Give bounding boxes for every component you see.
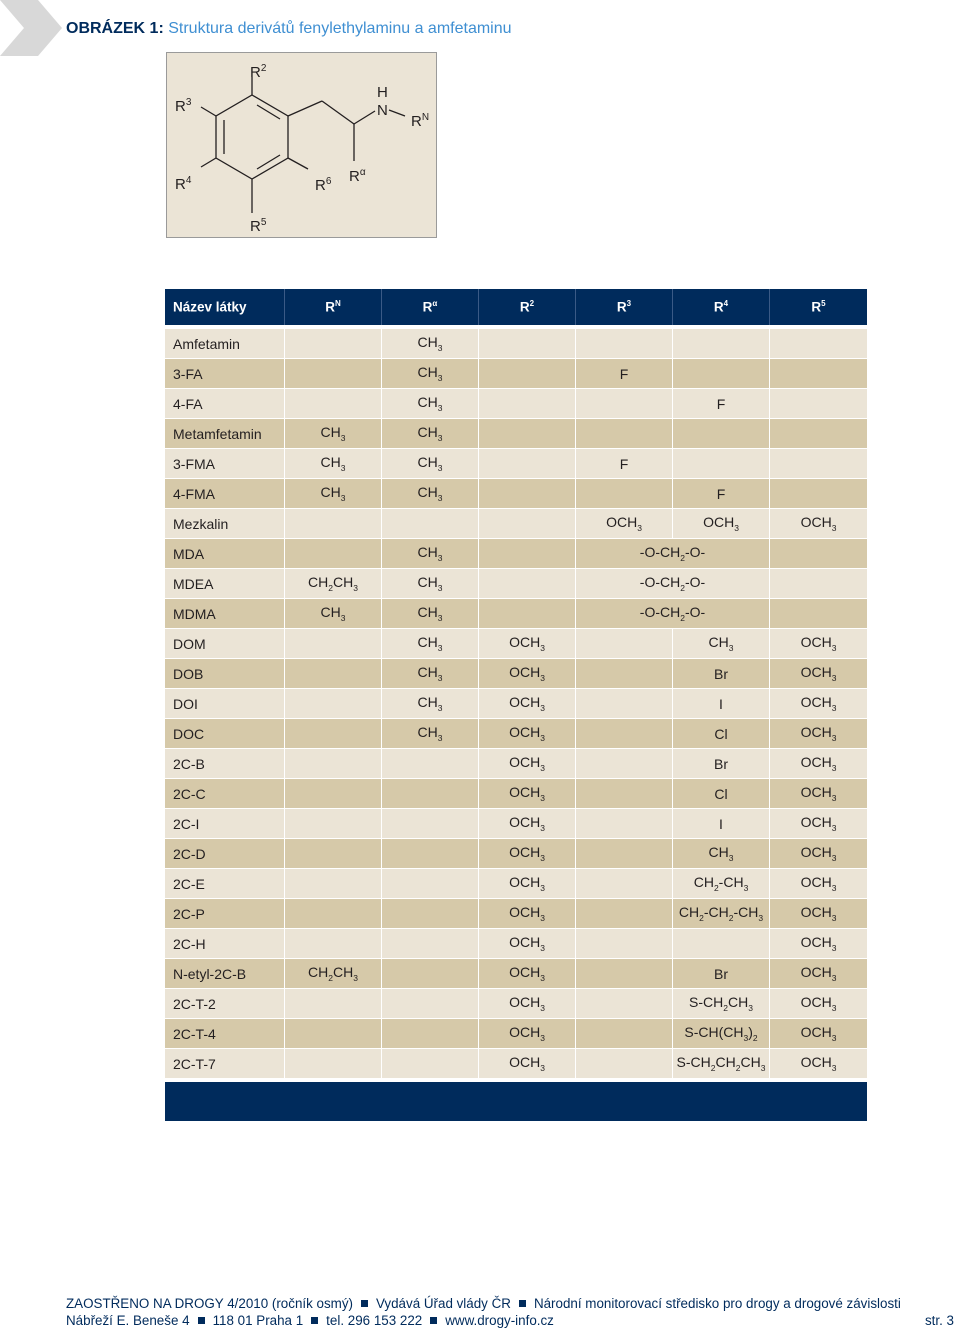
substituent-cell — [770, 449, 867, 479]
chemical-structure — [166, 52, 437, 238]
substance-name: 2C-C — [165, 779, 285, 809]
substituent-cell: $OCH_3$ — [770, 509, 867, 539]
table-row — [165, 989, 867, 1019]
substituent-cell — [382, 899, 479, 929]
substituent-cell: $OCH_3$ — [479, 839, 576, 869]
column-header: $R^4$ — [673, 289, 770, 325]
table-row — [165, 419, 867, 449]
substituent-cell: Br — [673, 659, 770, 689]
label-r6: $R^6$ — [315, 176, 332, 194]
substituent-cell — [382, 869, 479, 899]
substituent-cell — [382, 779, 479, 809]
label-n: N — [377, 102, 388, 119]
substituent-table-panel — [165, 289, 867, 1121]
substituent-cell — [285, 929, 382, 959]
table-row — [165, 329, 867, 359]
header-arrow-icon — [0, 0, 62, 56]
substituent-cell — [576, 809, 673, 839]
footer-publisher: Vydává Úřad vlády ČR — [375, 1296, 511, 1311]
substituent-cell: $OCH_3$ — [770, 659, 867, 689]
substituent-cell: $-O-CH_2-O-$ — [576, 569, 770, 599]
substituent-cell — [285, 389, 382, 419]
substituent-cell: $CH_3$ — [382, 539, 479, 569]
substituent-cell: $CH_3$ — [382, 599, 479, 629]
substituent-cell: $OCH_3$ — [770, 629, 867, 659]
label-r4: $R^4$ — [175, 175, 192, 193]
substituent-cell — [576, 779, 673, 809]
substituent-cell — [285, 659, 382, 689]
substituent-cell: $OCH_3$ — [770, 779, 867, 809]
substituent-cell — [576, 869, 673, 899]
substituent-cell: I — [673, 809, 770, 839]
table-row — [165, 719, 867, 749]
substituent-cell — [285, 779, 382, 809]
footer-separator-icon — [361, 1300, 368, 1307]
substituent-cell — [576, 839, 673, 869]
figure-title — [66, 20, 512, 38]
substituent-cell: $OCH_3$ — [770, 959, 867, 989]
substituent-cell: $CH_3$ — [382, 629, 479, 659]
substituent-cell — [382, 1049, 479, 1082]
substituent-cell — [285, 359, 382, 389]
substituent-cell: $CH_3$ — [285, 449, 382, 479]
substituent-cell — [770, 479, 867, 509]
substituent-cell — [382, 989, 479, 1019]
column-header: $R^2$ — [479, 289, 576, 325]
substituent-cell — [479, 479, 576, 509]
substituent-cell: $S-CH_2CH_2CH_3$ — [673, 1049, 770, 1082]
substituent-cell — [770, 419, 867, 449]
substituent-cell — [576, 1019, 673, 1049]
substance-name: N-etyl-2C-B — [165, 959, 285, 989]
substituent-cell: $CH_3$ — [382, 689, 479, 719]
substituent-cell: $OCH_3$ — [479, 779, 576, 809]
substituent-cell — [479, 389, 576, 419]
substituent-cell: $OCH_3$ — [479, 929, 576, 959]
substituent-cell — [479, 539, 576, 569]
substituent-cell — [382, 959, 479, 989]
substituent-cell — [479, 569, 576, 599]
substituent-cell: $CH_3$ — [285, 479, 382, 509]
substituent-cell: $CH_3$ — [382, 449, 479, 479]
substance-name: MDEA — [165, 569, 285, 599]
substituent-cell — [285, 629, 382, 659]
substituent-cell — [576, 329, 673, 359]
substituent-cell: $S-CH_2CH_3$ — [673, 989, 770, 1019]
substituent-cell — [479, 449, 576, 479]
column-header: $R^5$ — [811, 299, 826, 315]
substituent-cell — [285, 839, 382, 869]
substance-name: MDMA — [165, 599, 285, 629]
table-row — [165, 599, 867, 629]
substituent-cell — [285, 689, 382, 719]
substituent-cell: I — [673, 689, 770, 719]
substance-name: 2C-B — [165, 749, 285, 779]
page-footer — [66, 1296, 956, 1328]
substituent-cell — [576, 1049, 673, 1082]
substituent-cell: $OCH_3$ — [576, 509, 673, 539]
substituent-table — [165, 289, 867, 1082]
substituent-cell: $OCH_3$ — [770, 1049, 867, 1082]
substance-name: 2C-T-2 — [165, 989, 285, 1019]
footer-street: Nábřeží E. Beneše 4 — [66, 1313, 190, 1328]
substituent-cell — [576, 659, 673, 689]
table-row — [165, 359, 867, 389]
substituent-cell — [673, 929, 770, 959]
substituent-cell — [285, 749, 382, 779]
table-row — [165, 929, 867, 959]
substituent-cell: F — [673, 479, 770, 509]
substituent-cell — [673, 449, 770, 479]
substituent-cell — [285, 719, 382, 749]
table-row — [165, 1019, 867, 1049]
substance-name: 2C-E — [165, 869, 285, 899]
substituent-cell: $OCH_3$ — [770, 899, 867, 929]
label-r2: $R^2$ — [250, 63, 267, 81]
substituent-cell — [382, 749, 479, 779]
substituent-cell: $CH_2-CH_3$ — [673, 869, 770, 899]
substituent-cell — [285, 539, 382, 569]
substituent-cell: $OCH_3$ — [479, 809, 576, 839]
substituent-cell — [770, 359, 867, 389]
substituent-cell — [479, 359, 576, 389]
substituent-cell: $CH_3$ — [382, 479, 479, 509]
substituent-cell: $CH_2-CH_2-CH_3$ — [673, 899, 770, 929]
substance-name: 2C-P — [165, 899, 285, 929]
substituent-cell: $OCH_3$ — [770, 749, 867, 779]
substance-name: DOI — [165, 689, 285, 719]
substituent-cell: $CH_3$ — [285, 419, 382, 449]
substituent-cell: $CH_2CH_3$ — [285, 959, 382, 989]
table-row — [165, 629, 867, 659]
substituent-cell — [285, 329, 382, 359]
substituent-cell — [576, 389, 673, 419]
figure-caption: Struktura derivátů fenylethylaminu a amfetaminu — [168, 20, 512, 37]
substance-name: DOM — [165, 629, 285, 659]
substituent-cell: $OCH_3$ — [770, 869, 867, 899]
label-ralpha: $R^\alpha$ — [349, 167, 366, 185]
table-row — [165, 479, 867, 509]
table-row — [165, 539, 867, 569]
substituent-cell: $OCH_3$ — [770, 929, 867, 959]
substituent-cell — [382, 839, 479, 869]
substance-name: DOC — [165, 719, 285, 749]
table-row — [165, 659, 867, 689]
substituent-cell — [285, 809, 382, 839]
footer-city: 118 01 Praha 1 — [212, 1313, 304, 1328]
substance-name: Mezkalin — [165, 509, 285, 539]
footer-separator-icon — [519, 1300, 526, 1307]
substituent-cell: Br — [673, 749, 770, 779]
substance-name: 4-FMA — [165, 479, 285, 509]
substituent-cell: F — [576, 449, 673, 479]
substituent-cell: $OCH_3$ — [479, 749, 576, 779]
substituent-cell: $OCH_3$ — [479, 719, 576, 749]
substance-name: Metamfetamin — [165, 419, 285, 449]
column-header: $R^\alpha$ — [382, 289, 479, 325]
table-row — [165, 749, 867, 779]
substituent-cell: $CH_3$ — [382, 389, 479, 419]
substituent-cell: $CH_3$ — [673, 629, 770, 659]
substituent-cell: $OCH_3$ — [479, 989, 576, 1019]
substituent-cell: $CH_2CH_3$ — [285, 569, 382, 599]
substituent-cell: $CH_3$ — [382, 329, 479, 359]
substance-name: 2C-H — [165, 929, 285, 959]
figure-label: OBRÁZEK 1: — [66, 20, 164, 37]
substance-name: 2C-I — [165, 809, 285, 839]
substituent-cell — [576, 929, 673, 959]
table-row — [165, 689, 867, 719]
substituent-cell — [576, 719, 673, 749]
table-row — [165, 869, 867, 899]
substituent-cell: $CH_3$ — [382, 419, 479, 449]
footer-website[interactable]: www.drogy-info.cz — [445, 1313, 554, 1328]
substituent-cell: Br — [673, 959, 770, 989]
substituent-cell — [285, 1019, 382, 1049]
substituent-cell: $CH_3$ — [382, 659, 479, 689]
table-header-row — [165, 289, 867, 325]
table-row — [165, 389, 867, 419]
substituent-cell — [382, 809, 479, 839]
footer-publication: ZAOSTŘENO NA DROGY 4/2010 (ročník osmý) — [66, 1296, 353, 1311]
substituent-cell: $OCH_3$ — [479, 629, 576, 659]
substituent-cell — [770, 329, 867, 359]
substance-name: Amfetamin — [165, 329, 285, 359]
substituent-cell — [479, 509, 576, 539]
substance-name: MDA — [165, 539, 285, 569]
substituent-cell: $OCH_3$ — [479, 959, 576, 989]
label-r5: $R^5$ — [250, 217, 267, 235]
substituent-cell — [576, 989, 673, 1019]
substituent-cell — [576, 479, 673, 509]
substituent-cell: $OCH_3$ — [479, 1049, 576, 1082]
substituent-cell: $OCH_3$ — [479, 1019, 576, 1049]
column-header: Název látky — [165, 289, 285, 325]
column-header: $R^3$ — [576, 289, 673, 325]
substituent-cell: $OCH_3$ — [479, 899, 576, 929]
substance-name: 2C-D — [165, 839, 285, 869]
table-row — [165, 569, 867, 599]
substituent-cell: F — [673, 389, 770, 419]
label-r3: $R^3$ — [175, 97, 192, 115]
substituent-cell: $CH_3$ — [382, 719, 479, 749]
substance-name: DOB — [165, 659, 285, 689]
substituent-cell: $OCH_3$ — [770, 809, 867, 839]
table-row — [165, 839, 867, 869]
footer-phone: tel. 296 153 222 — [326, 1313, 423, 1328]
substance-name: 3-FA — [165, 359, 285, 389]
substituent-cell: $OCH_3$ — [673, 509, 770, 539]
substance-name: 2C-T-4 — [165, 1019, 285, 1049]
substituent-cell — [479, 419, 576, 449]
table-row — [165, 509, 867, 539]
footer-line-2 — [66, 1313, 956, 1328]
substance-name: 2C-T-7 — [165, 1049, 285, 1082]
substituent-cell — [770, 599, 867, 629]
label-rn: $R^N$ — [411, 112, 430, 130]
substituent-cell — [576, 629, 673, 659]
table-body — [165, 325, 867, 1082]
footer-institution: Národní monitorovací středisko pro drogy a drogové závislosti — [533, 1296, 901, 1311]
substance-name: 4-FA — [165, 389, 285, 419]
footer-line-1 — [66, 1296, 956, 1311]
substituent-cell: $S-CH(CH_3)_2$ — [673, 1019, 770, 1049]
substituent-cell — [479, 599, 576, 629]
substituent-cell — [576, 749, 673, 779]
table-row — [165, 779, 867, 809]
substituent-cell — [285, 509, 382, 539]
substituent-cell: $OCH_3$ — [479, 659, 576, 689]
substituent-cell — [673, 359, 770, 389]
page-number: str. 3 — [924, 1313, 954, 1328]
substituent-cell: $-O-CH_2-O-$ — [576, 539, 770, 569]
substituent-cell — [576, 689, 673, 719]
substituent-cell — [576, 419, 673, 449]
substituent-cell — [673, 329, 770, 359]
substituent-cell: $OCH_3$ — [770, 689, 867, 719]
substituent-cell: $OCH_3$ — [770, 989, 867, 1019]
footer-separator-icon — [311, 1317, 318, 1324]
substituent-cell: F — [576, 359, 673, 389]
substituent-cell — [576, 959, 673, 989]
structure-drawing — [167, 53, 438, 239]
substance-name: 3-FMA — [165, 449, 285, 479]
substituent-cell — [285, 869, 382, 899]
label-h: H — [377, 84, 388, 101]
substituent-cell: $OCH_3$ — [479, 869, 576, 899]
table-row — [165, 959, 867, 989]
substituent-cell: Cl — [673, 719, 770, 749]
substituent-cell: $OCH_3$ — [770, 719, 867, 749]
table-row — [165, 899, 867, 929]
footer-separator-icon — [430, 1317, 437, 1324]
substituent-cell — [770, 539, 867, 569]
substituent-cell — [382, 509, 479, 539]
substituent-cell: Cl — [673, 779, 770, 809]
substituent-cell: $CH_3$ — [285, 599, 382, 629]
table-row — [165, 1049, 867, 1082]
substituent-cell — [576, 899, 673, 929]
table-row — [165, 809, 867, 839]
substituent-cell — [479, 329, 576, 359]
substituent-cell: $OCH_3$ — [770, 1019, 867, 1049]
substituent-cell — [285, 989, 382, 1019]
substituent-cell — [673, 419, 770, 449]
column-header: $R^N$ — [285, 289, 382, 325]
footer-separator-icon — [198, 1317, 205, 1324]
substituent-cell: $CH_3$ — [382, 359, 479, 389]
substituent-cell: $OCH_3$ — [479, 689, 576, 719]
substituent-cell — [382, 929, 479, 959]
substituent-cell: $OCH_3$ — [770, 839, 867, 869]
substituent-cell: $-O-CH_2-O-$ — [576, 599, 770, 629]
substituent-cell — [770, 569, 867, 599]
table-row — [165, 449, 867, 479]
substituent-cell — [770, 389, 867, 419]
substituent-cell: $CH_3$ — [382, 569, 479, 599]
substituent-cell — [382, 1019, 479, 1049]
substituent-cell: $CH_3$ — [673, 839, 770, 869]
substituent-cell — [285, 1049, 382, 1082]
substituent-cell — [285, 899, 382, 929]
